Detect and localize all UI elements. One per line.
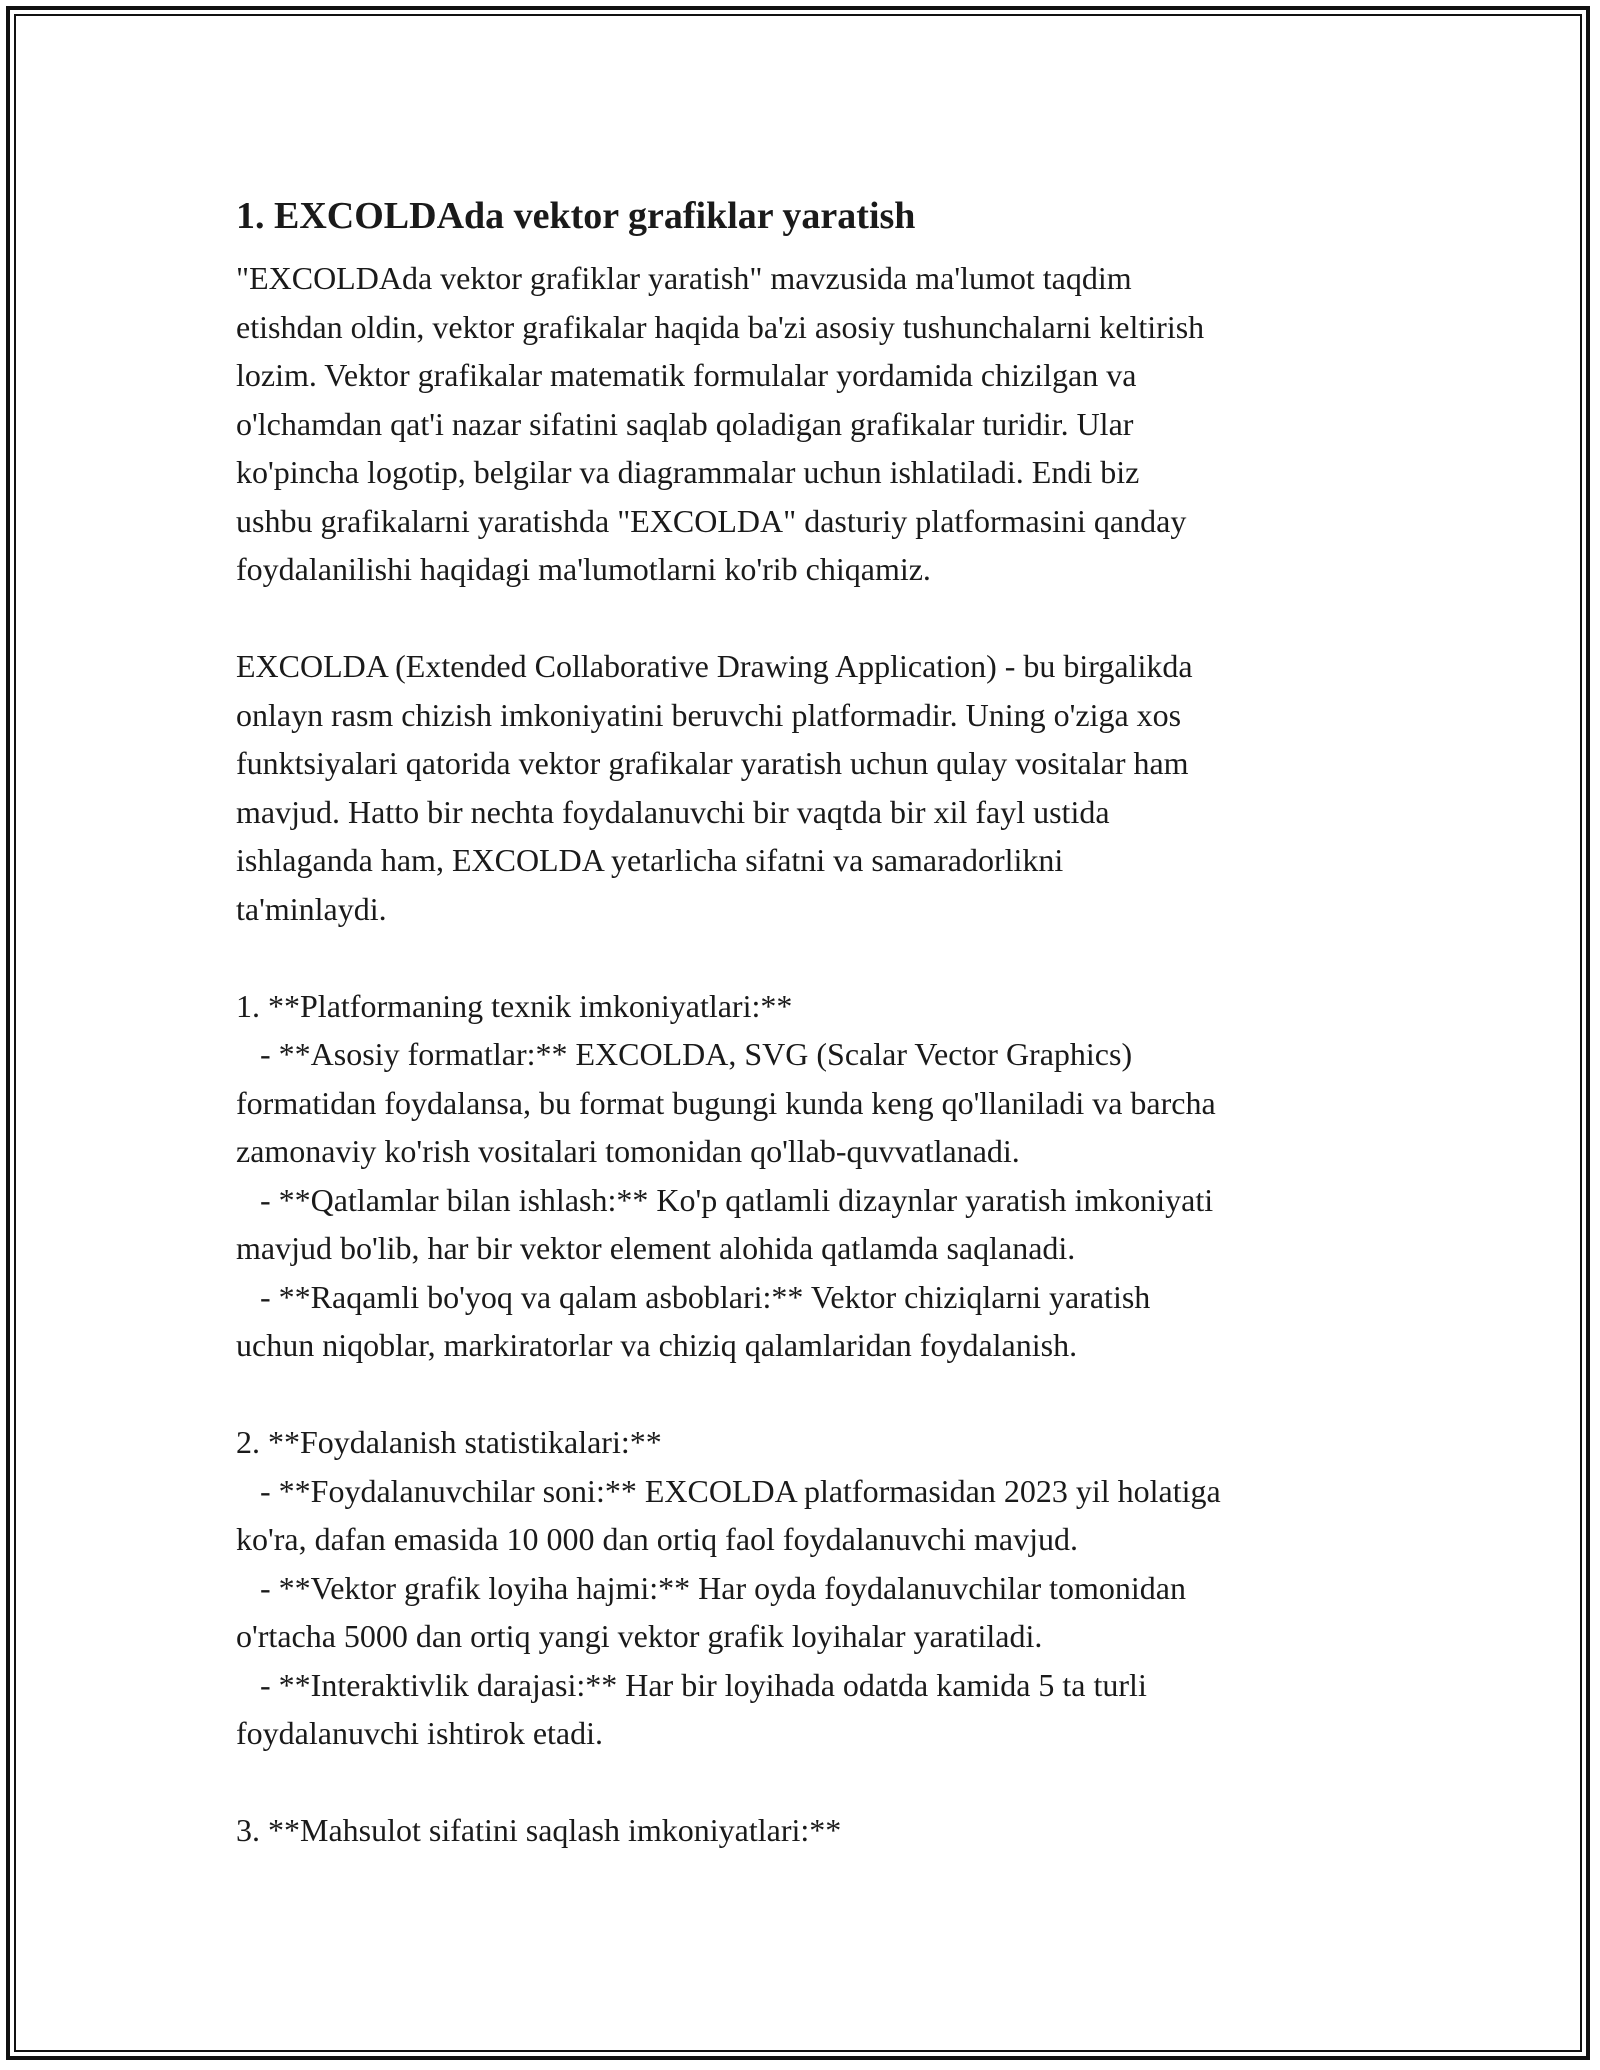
blank-line bbox=[236, 933, 1386, 982]
text-line: 2. **Foydalanish statistikalari:** bbox=[236, 1424, 662, 1460]
blank-line bbox=[236, 1758, 1386, 1807]
text-line: - **Asosiy formatlar:** EXCOLDA, SVG (Scalar Vector Graphics) bbox=[236, 1036, 1133, 1072]
blank-line bbox=[236, 1370, 1386, 1419]
text-line: - **Raqamli bo'yoq va qalam asboblari:** Vektor chiziqlarni yaratish bbox=[236, 1278, 1151, 1315]
text-line: foydalanilishi haqidagi ma'lumotlarni ko'rib chiqamiz. bbox=[236, 551, 931, 587]
text-line: mavjud. Hatto bir nechta foydalanuvchi bir vaqtda bir xil fayl ustida bbox=[236, 793, 1110, 830]
text-line: - **Qatlamlar bilan ishlash:** Ko'p qatlamli dizaynlar yaratish imkoniyati bbox=[236, 1181, 1214, 1218]
text-line: - **Vektor grafik loyiha hajmi:** Har oyda foydalanuvchilar tomonidan bbox=[236, 1569, 1186, 1606]
text-line: etishdan oldin, vektor grafikalar haqida ba'zi asosiy tushunchalarni keltirish bbox=[236, 308, 1205, 345]
document-title: 1. EXCOLDAda vektor grafiklar yaratish bbox=[236, 195, 916, 237]
text-line: ishlaganda ham, EXCOLDA yetarlicha sifatni va samaradorlikni bbox=[236, 842, 1064, 878]
text-line: ko'pincha logotip, belgilar va diagrammalar uchun ishlatiladi. Endi biz bbox=[236, 454, 1140, 490]
text-line: zamonaviy ko'rish vositalari tomonidan qo'llab-quvvatlanadi. bbox=[236, 1133, 1020, 1169]
text-line: EXCOLDA (Extended Collaborative Drawing Application) - bu birgalikda bbox=[236, 648, 1193, 684]
text-line: ko'ra, dafan emasida 10 000 dan ortiq faol foydalanuvchi mavjud. bbox=[236, 1521, 1078, 1557]
text-line: onlayn rasm chizish imkoniyatini beruvchi platformadir. Uning o'ziga xos bbox=[236, 696, 1182, 733]
text-line: 3. **Mahsulot sifatini saqlash imkoniyatlari:** bbox=[236, 1812, 842, 1848]
text-line: 1. **Platformaning texnik imkoniyatlari:** bbox=[236, 987, 793, 1024]
document-body bbox=[236, 184, 1386, 1855]
text-line: uchun niqoblar, markiratorlar va chiziq qalamlaridan foydalanish. bbox=[236, 1327, 1078, 1363]
text-line: o'lchamdan qat'i nazar sifatini saqlab qoladigan grafikalar turidir. Ular bbox=[236, 405, 1134, 442]
text-line: formatidan foydalansa, bu format bugungi kunda keng qo'llaniladi va barcha bbox=[236, 1084, 1216, 1121]
text-line: "EXCOLDAda vektor grafiklar yaratish" mavzusida ma'lumot taqdim bbox=[236, 260, 1132, 296]
text-line: ta'minlaydi. bbox=[236, 890, 387, 927]
text-line: foydalanuvchi ishtirok etadi. bbox=[236, 1715, 604, 1751]
blank-line bbox=[236, 594, 1386, 643]
text-line: lozim. Vektor grafikalar matematik formulalar yordamida chizilgan va bbox=[236, 357, 1137, 393]
text-line: o'rtacha 5000 dan ortiq yangi vektor grafik loyihalar yaratiladi. bbox=[236, 1618, 1043, 1654]
text-line: funktsiyalari qatorida vektor grafikalar yaratish uchun qulay vositalar ham bbox=[236, 745, 1189, 781]
text-line: - **Interaktivlik darajasi:** Har bir loyihada odatda kamida 5 ta turli bbox=[236, 1666, 1147, 1703]
document-text bbox=[236, 254, 1386, 1855]
text-line: ushbu grafikalarni yaratishda "EXCOLDA" dasturiy platformasini qanday bbox=[236, 502, 1187, 539]
text-line: mavjud bo'lib, har bir vektor element alohida qatlamda saqlanadi. bbox=[236, 1230, 1076, 1266]
text-line: - **Foydalanuvchilar soni:** EXCOLDA platformasidan 2023 yil holatiga bbox=[236, 1472, 1221, 1509]
